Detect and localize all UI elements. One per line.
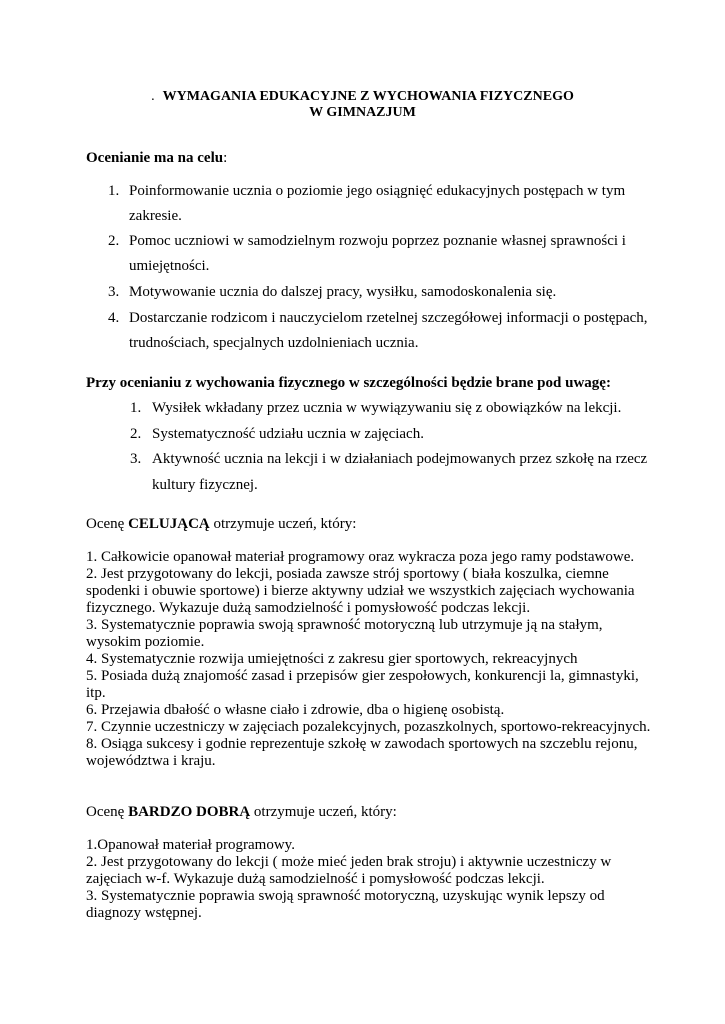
- celujaca-line: 8. Osiąga sukcesy i godnie reprezentuje szkołę w zawodach sportowych na szczeblu rejonu,: [86, 736, 638, 752]
- goals-item-3-number: 3.: [108, 284, 120, 300]
- goals-item-2-line-2: umiejętności.: [129, 258, 210, 274]
- bardzo-dobra-grade: BARDZO DOBRĄ: [128, 804, 251, 820]
- goals-item-4-number: 4.: [108, 310, 120, 326]
- goals-item-3-line-1: Motywowanie ucznia do dalszej pracy, wysiłku, samodoskonalenia się.: [129, 284, 557, 300]
- bardzo-dobra-intro: [86, 804, 397, 821]
- criteria-item-2-number: 2.: [130, 426, 142, 442]
- criteria-item-2-line-1: Systematyczność udziału ucznia w zajęciach.: [152, 426, 424, 442]
- celujaca-line: 1. Całkowicie opanował materiał programowy oraz wykracza poza jego ramy podstawowe.: [86, 549, 635, 565]
- criteria-item-3-line-1: Aktywność ucznia na lekcji i w działaniach podejmowanych przez szkołę na rzecz: [152, 451, 648, 467]
- goals-item-2-number: 2.: [108, 233, 120, 249]
- goals-item-1-line-1: Poinformowanie ucznia o poziomie jego osiągnięć edukacyjnych postępach w tym: [129, 183, 626, 199]
- criteria-item-3-line-2: kultury fizycznej.: [152, 477, 258, 493]
- celujaca-line: itp.: [86, 685, 106, 701]
- bardzo-dobra-line: diagnozy wstępnej.: [86, 905, 202, 921]
- celujaca-intro-after: otrzymuje uczeń, który:: [209, 516, 357, 532]
- goals-item-1-number: 1.: [108, 183, 120, 199]
- celujaca-line: 6. Przejawia dbałość o własne ciało i zdrowie, dba o higienę osobistą.: [86, 702, 505, 718]
- goals-item-4-line-2: trudnościach, specjalnych uzdolnieniach ucznia.: [129, 335, 419, 351]
- criteria-heading: Przy ocenianiu z wychowania fizycznego w szczególności będzie brane pod uwagę:: [86, 375, 611, 391]
- goals-heading-colon: :: [223, 150, 228, 166]
- title-prefix-dot: .: [151, 89, 155, 104]
- celujaca-intro-before: Ocenę: [86, 516, 129, 532]
- goals-item-4-line-1: Dostarczanie rodzicom i nauczycielom rzetelnej szczegółowej informacji o postępach,: [129, 310, 648, 326]
- celujaca-grade: CELUJĄCĄ: [128, 516, 210, 532]
- bardzo-dobra-intro-before: Ocenę: [86, 804, 129, 820]
- bardzo-dobra-line: 1.Opanował materiał programowy.: [86, 837, 295, 853]
- celujaca-line: 3. Systematycznie poprawia swoją sprawność motoryczną lub utrzymuje ją na stałym,: [86, 617, 603, 633]
- title-text-line1: WYMAGANIA EDUKACYJNE Z WYCHOWANIA FIZYCZNEGO: [162, 89, 574, 104]
- bardzo-dobra-line: zajęciach w-f. Wykazuje dużą samodzielność i pomysłowość podczas lekcji.: [86, 871, 545, 887]
- celujaca-line: 2. Jest przygotowany do lekcji, posiada zawsze strój sportowy ( biała koszulka, ciemne: [86, 566, 609, 582]
- goals-item-1-line-2: zakresie.: [129, 208, 182, 224]
- celujaca-line: fizycznego. Wykazuje dużą samodzielność i pomysłowość podczas lekcji.: [86, 600, 531, 616]
- bardzo-dobra-line: 2. Jest przygotowany do lekcji ( może mieć jeden brak stroju) i aktywnie uczestniczy w: [86, 854, 612, 870]
- goals-heading-text: Ocenianie ma na celu: [86, 150, 224, 166]
- bardzo-dobra-intro-after: otrzymuje uczeń, który:: [250, 804, 397, 820]
- bardzo-dobra-line: 3. Systematycznie poprawia swoją sprawność motoryczną, uzyskując wynik lepszy od: [86, 888, 605, 904]
- title-text-line2: W GIMNAZJUM: [309, 105, 416, 120]
- celujaca-line: 5. Posiada dużą znajomość zasad i przepisów gier zespołowych, konkurencji la, gimnastyki,: [86, 668, 639, 684]
- document-title-line1: [0, 89, 725, 105]
- criteria-item-3-number: 3.: [130, 451, 142, 467]
- document-title-line2: [0, 105, 725, 121]
- celujaca-line: spodenki i obuwie sportowe) i bierze aktywny udział we wszystkich zajęciach wychowania: [86, 583, 635, 599]
- goals-item-2-line-1: Pomoc uczniowi w samodzielnym rozwoju poprzez poznanie własnej sprawności i: [129, 233, 626, 249]
- criteria-item-1-line-1: Wysiłek wkładany przez ucznia w wywiązywaniu się z obowiązków na lekcji.: [152, 400, 622, 416]
- goals-heading: [86, 150, 227, 167]
- criteria-item-1-number: 1.: [130, 400, 142, 416]
- celujaca-line: 4. Systematycznie rozwija umiejętności z zakresu gier sportowych, rekreacyjnych: [86, 651, 578, 667]
- celujaca-line: województwa i kraju.: [86, 753, 216, 769]
- celujaca-line: wysokim poziomie.: [86, 634, 205, 650]
- celujaca-intro: [86, 516, 356, 533]
- celujaca-line: 7. Czynnie uczestniczy w zajęciach pozalekcyjnych, pozaszkolnych, sportowo-rekreacyjnych.: [86, 719, 651, 735]
